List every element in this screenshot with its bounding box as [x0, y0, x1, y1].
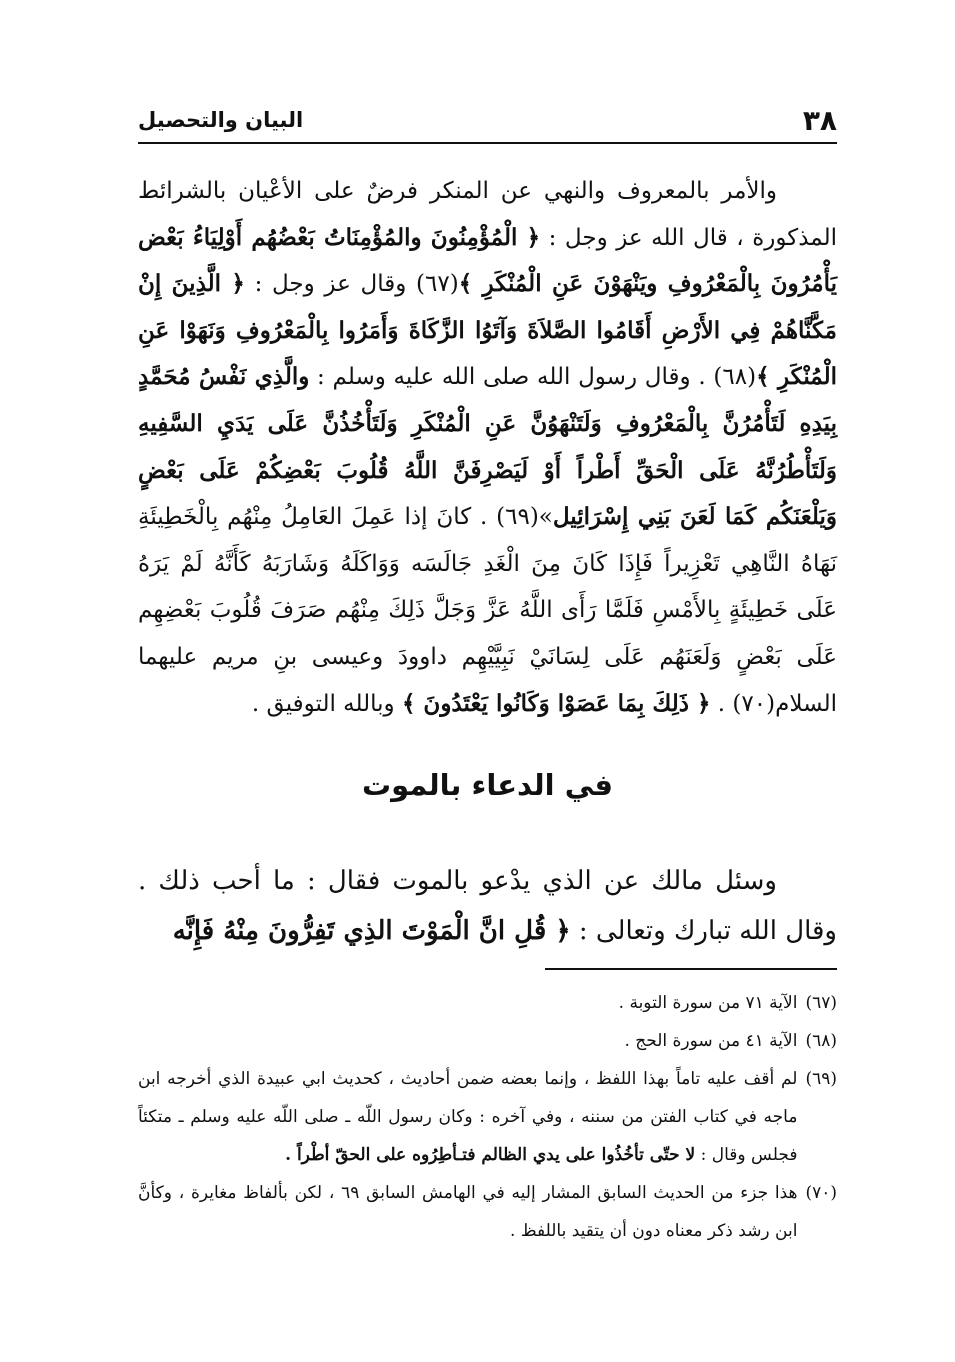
footnote-ref-69: »(٦٩) — [496, 504, 553, 531]
footnote-68 — [138, 1022, 837, 1060]
page-header — [138, 98, 837, 144]
body-text-part6: وبالله التوفيق . — [251, 690, 402, 717]
footnote-number: (٦٧) — [805, 993, 837, 1013]
footnote-text: الآية ٧١ من سورة التوبة . — [618, 993, 798, 1013]
body-text-part5: . — [710, 690, 733, 717]
body-text-part4: . كانَ إذا عَمِلَ العَامِلُ مِنْهُم بِالْخَطِيئَةِ نَهَاهُ النَّاهِي تَعْزِيراً فَإِذَا كَانَ مِنَ الْغَدِ جَالَسَه وَوَاكَلَهُ وَشَارَبَهُ كَأَنَّهُ لَمْ يَرَهُ عَلَى خَطِيئَةٍ بِالأَمْسِ فَلَمَّا رَأَى اللَّهُ عَزَّ وَجَلَّ ذَلِكَ مِنْهُم صَرَفَ قُلُوبَ بَعْضِهِم عَلَى بَعْضٍ وَلَعَنَهُم عَلَى لِسَانَيْ نَبِيَّيْهِم داوودَ وعيسى بنِ مريم عليهما السلام — [138, 504, 837, 717]
footnote-number: (٦٩) — [805, 1069, 837, 1089]
footnote-number: (٧٠) — [805, 1183, 837, 1203]
section-quran-quote: ﴿ قُلِ انَّ الْمَوْتَ الذِي تَفِرُّونَ مِنْهُ فَإِنَّه — [172, 916, 571, 946]
footnote-hadith-bold: لا حتّى تأخُذُوا على يدي الظالم فتـأطِرُوه على الحقّ أطْراً . — [285, 1145, 696, 1165]
quran-quote-3: ﴿ ذَلِكَ بِمَا عَصَوْا وَكَانُوا يَعْتَدُونَ ﴾ — [401, 689, 711, 717]
footnote-text: هذا جزء من الحديث السابق المشار إليه في الهامش السابق ٦٩ ، لكن بألفاظ مغايرة ، وكأنَّ ابن رشد ذكر معناه دون أن يتقيد باللفظ . — [138, 1183, 798, 1241]
body-text-part3: . وقال رسول الله صلى الله عليه وسلم : — [309, 364, 714, 391]
footnote-67 — [138, 984, 837, 1022]
footnote-70 — [138, 1174, 837, 1250]
body-text-part1: والأمر بالمعروف والنهي عن المنكر فرضٌ على الأعْيان بالشرائط المذكورة ، قال الله عز وجل : — [138, 178, 837, 251]
main-paragraph — [138, 168, 837, 727]
page-number: ٣٨ — [802, 103, 837, 137]
hadith-quote: والَّذِي نَفْسُ مُحَمَّدٍ بِيَدِهِ لَتَأْمُرُنَّ بِالْمَعْرُوفِ وَلَتَنْهَوُنَّ عَنِ الْمُنْكَرِ وَلَتَأْخُذُنَّ عَلَى يَدَيِ السَّفِيهِ وَلَتَأْطُرُنَّهُ عَلَى الْحَقِّ أَطْراً أَوْ لَيَصْرِفَنَّ اللَّهُ قُلُوبَ بَعْضِكُمْ عَلَى بَعْضٍ وَيَلْعَنَكُم كَمَا لَعَنَ بَنِي إِسْرَائِيل — [138, 363, 837, 531]
footnote-ref-68: (٦٨) — [713, 364, 757, 391]
section-paragraph — [138, 856, 837, 956]
body-text-part2: وقال عز وجل : — [244, 271, 417, 298]
footnotes — [138, 984, 837, 1250]
running-title: البيان والتحصيل — [138, 108, 304, 132]
footnote-divider — [545, 968, 837, 970]
footnote-ref-67: (٦٧) — [416, 271, 459, 298]
footnote-number: (٦٨) — [805, 1031, 837, 1051]
quran-quote-2: ﴿ الَّذِينَ إِنْ مَكَّنَّاهُمْ فِي الأَرْضِ أَقَامُوا الصَّلاَةَ وَآتَوُا الزَّكَاةَ وَأَمَرُوا بِالْمَعْرُوفِ وَنَهَوْا عَنِ الْمُنْكَرِ ﴾ — [138, 270, 837, 391]
footnote-text: الآية ٤١ من سورة الحج . — [624, 1031, 798, 1051]
footnote-text: لم أقف عليه تاماً بهذا اللفظ ، وإنما بعضه ضمن أحاديث ، كحديث ابي عبيدة الذي أخرجه ابن ماجه في كتاب الفتن من سننه ، وفي آخره : وكان رسول اللّه ـ صلى اللّه عليه وسلم ـ متكئاً فجلس وقال : — [138, 1069, 798, 1165]
footnote-69 — [138, 1060, 837, 1174]
section-text: وسئل مالك عن الذي يدْعو بالموت فقال : ما أحب ذلك . وقال الله تبارك وتعالى : — [138, 866, 837, 946]
footnote-text-wrapper — [138, 1060, 797, 1174]
footnote-ref-70: (٧٠) — [732, 690, 776, 717]
quran-quote-1: ﴿ الْمُؤْمِنُونَ والمُؤْمِنَاتُ بَعْضُهُم أَوْلِيَاءُ بَعْض يَأْمُرُونَ بِالْمَعْرُوفِ ويَنْهَوْنَ عَنِ الْمُنْكَرِ ﴾ — [138, 223, 837, 298]
section-heading: في الدعاء بالموت — [361, 768, 614, 802]
